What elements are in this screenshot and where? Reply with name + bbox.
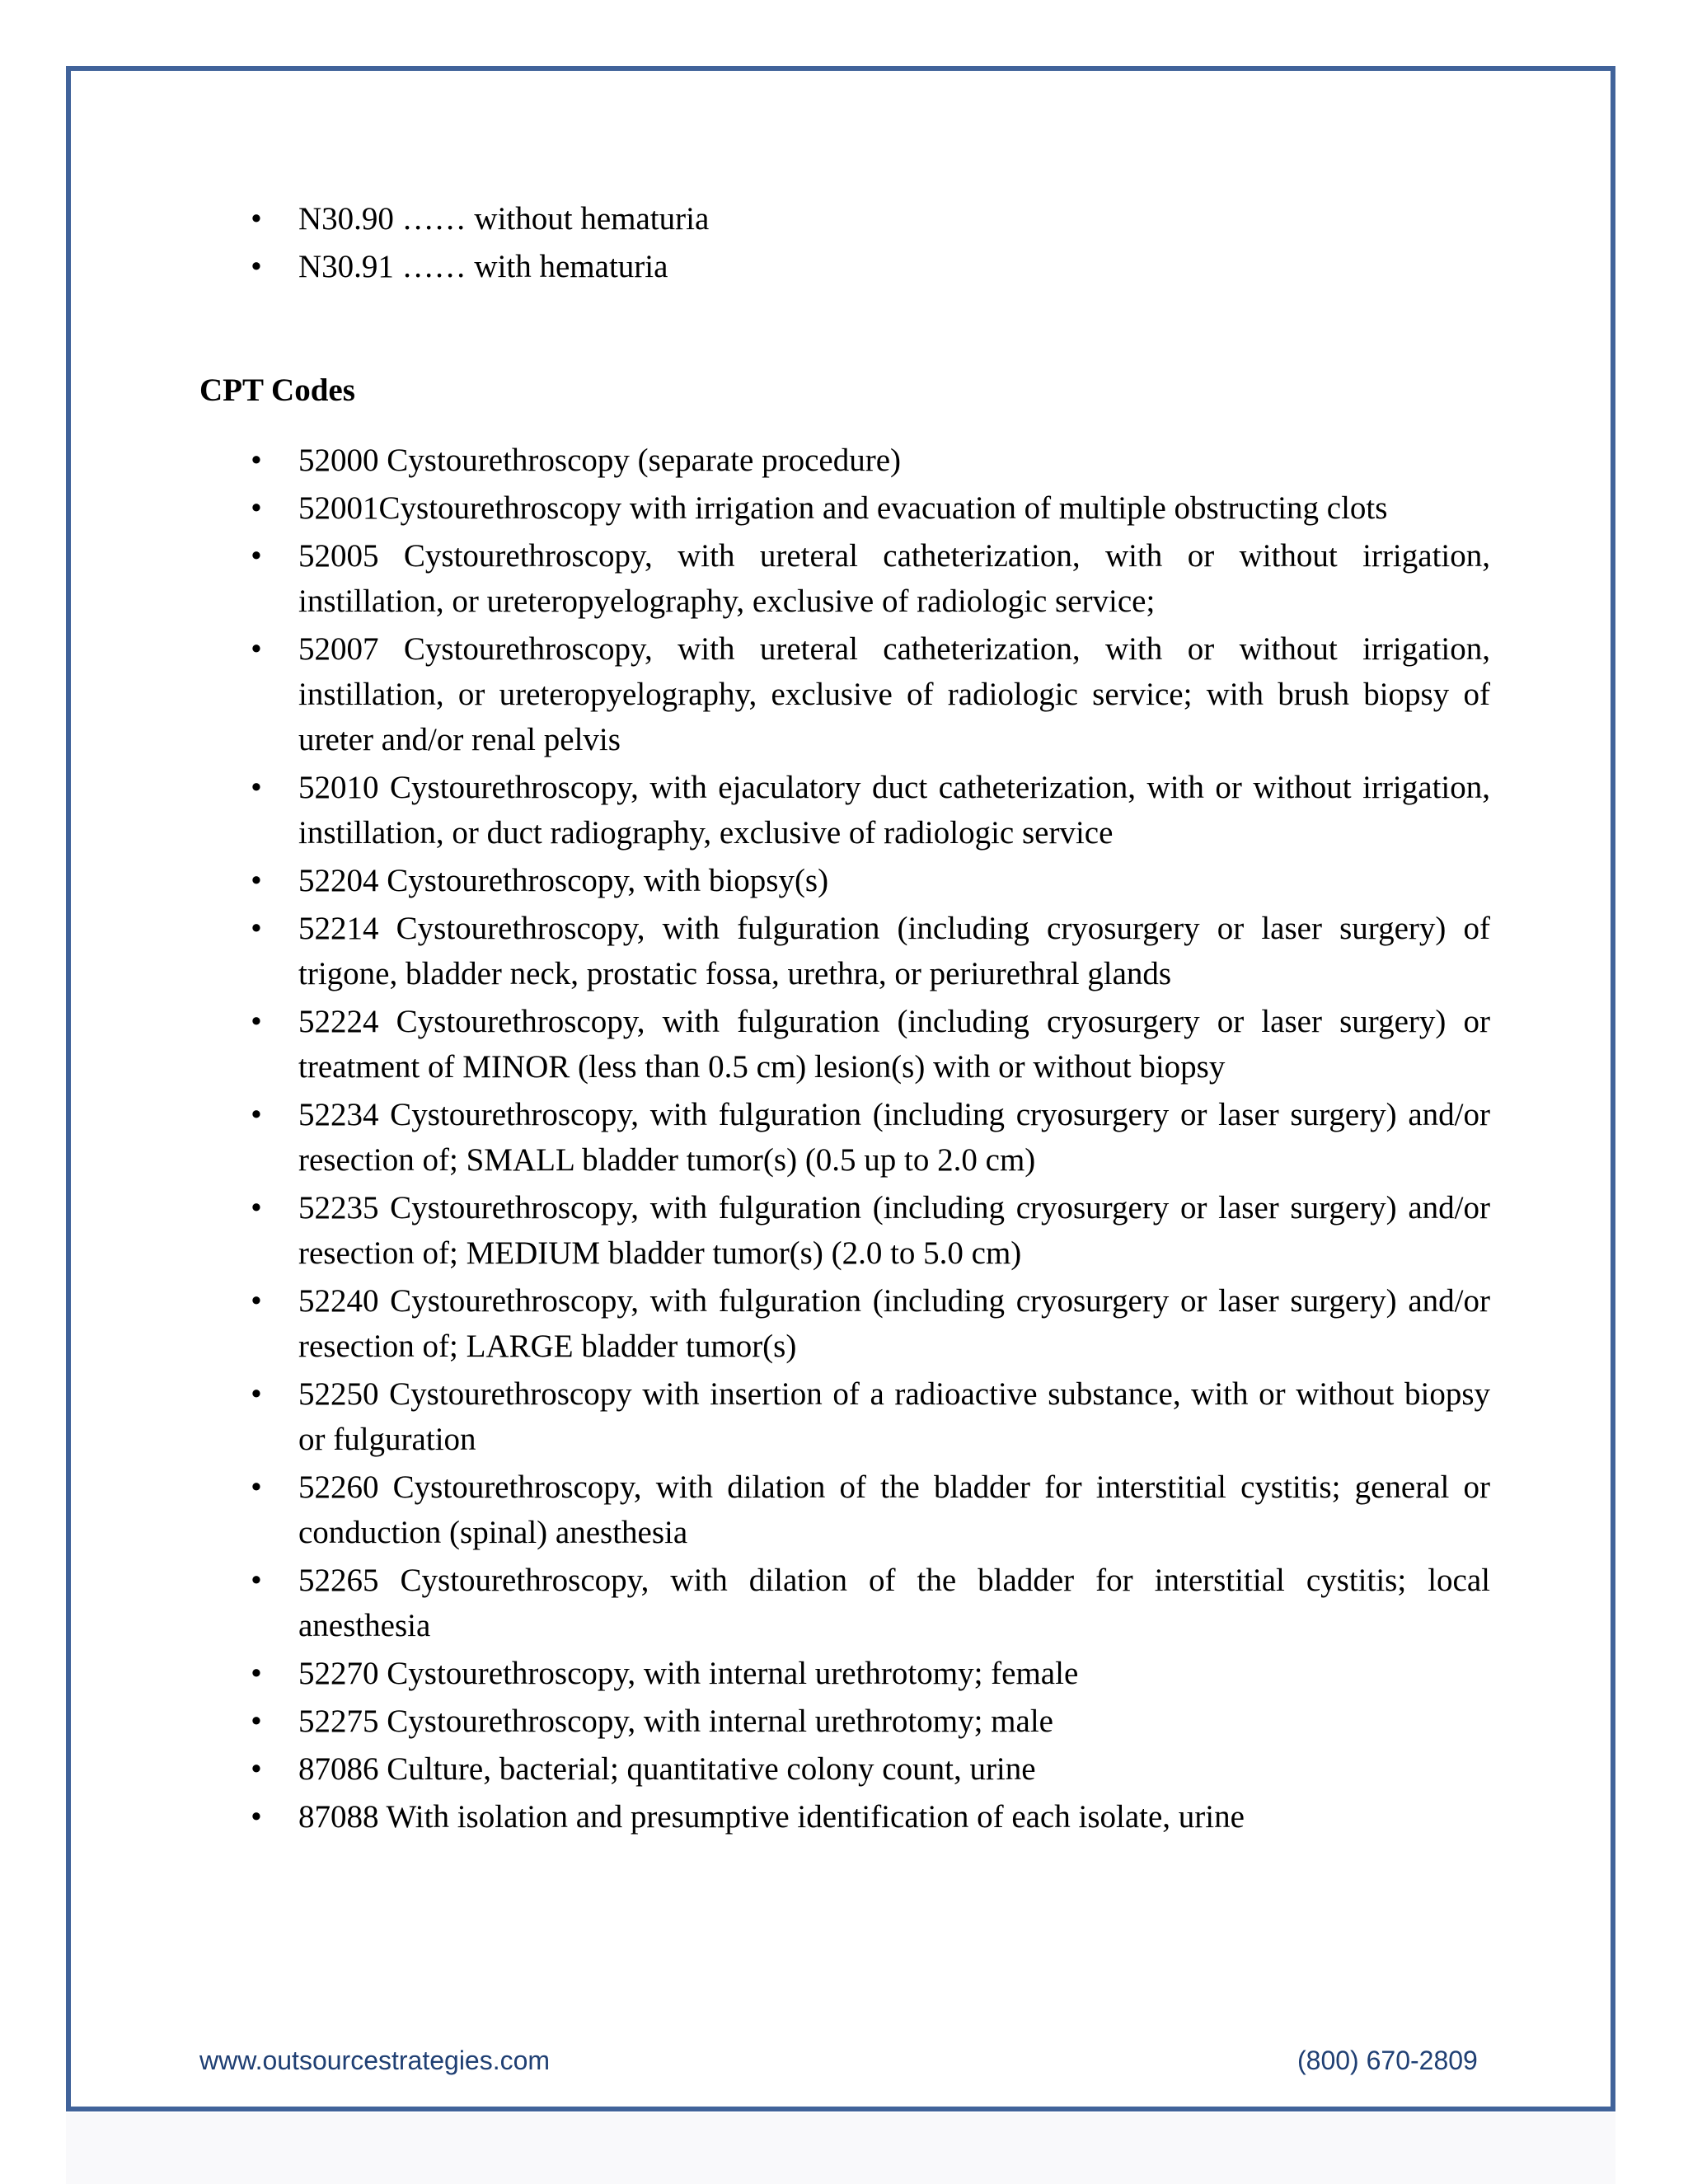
page-bottom-margin [66, 2113, 1615, 2184]
list-item-text: N30.90 …… without hematuria [298, 201, 710, 237]
bullet-icon: • [251, 538, 262, 574]
bullet-icon: • [251, 1190, 262, 1226]
bullet-icon: • [251, 201, 262, 237]
list-item-text: 52275 Cystourethroscopy, with internal urethrotomy; male [298, 1704, 1053, 1739]
list-item-text: 52214 Cystourethroscopy, with fulguration (including cryosurgery or laser surgery) of trigone, bladder neck, prostatic fossa, urethra, or periurethral glands [298, 911, 1490, 991]
bullet-icon: • [251, 1469, 262, 1505]
bullet-icon: • [251, 1799, 262, 1835]
document-content [199, 196, 1490, 1842]
footer-website-link[interactable]: www.outsourcestrategies.com [199, 2046, 551, 2075]
list-item-text: 52250 Cystourethroscopy with insertion of a radioactive substance, with or without biopsy or fulguration [298, 1376, 1490, 1457]
list-item [199, 244, 1490, 289]
list-item [199, 906, 1490, 996]
list-item [199, 438, 1490, 483]
list-item-text: 52260 Cystourethroscopy, with dilation of the bladder for interstitial cystitis; general or conduction (spinal) anesthesia [298, 1469, 1490, 1550]
bullet-icon: • [251, 1656, 262, 1691]
list-item [199, 1371, 1490, 1462]
list-item [199, 1092, 1490, 1183]
list-item [199, 626, 1490, 762]
bullet-icon: • [251, 443, 262, 478]
list-item [199, 1651, 1490, 1696]
list-item [199, 1278, 1490, 1369]
list-item [199, 1465, 1490, 1555]
list-item [199, 1699, 1490, 1744]
bullet-icon: • [251, 1097, 262, 1132]
list-item-text: 52007 Cystourethroscopy, with ureteral catheterization, with or without irrigation, instillation, or ureteropyelography, exclusive of radiologic service; with brush biopsy of ureter and/or renal pelvis [298, 631, 1490, 757]
list-item [199, 999, 1490, 1090]
list-item-text: 52000 Cystourethroscopy (separate procedure) [298, 443, 902, 478]
list-item-text: 52235 Cystourethroscopy, with fulguration (including cryosurgery or laser surgery) and/or resection of; MEDIUM bladder tumor(s) (2.0 to 5.0 cm) [298, 1190, 1490, 1271]
list-item [199, 196, 1490, 241]
footer-phone: (800) 670-2809 [1297, 2046, 1478, 2075]
bullet-icon: • [251, 490, 262, 526]
list-item [199, 765, 1490, 855]
bullet-icon: • [251, 863, 262, 898]
list-item-text: 52270 Cystourethroscopy, with internal urethrotomy; female [298, 1656, 1079, 1691]
list-item-text: 52240 Cystourethroscopy, with fulguration (including cryosurgery or laser surgery) and/or resection of; LARGE bladder tumor(s) [298, 1283, 1490, 1364]
list-item-text: 87088 With isolation and presumptive identification of each isolate, urine [298, 1799, 1245, 1835]
bullet-icon: • [251, 1376, 262, 1412]
list-item [199, 858, 1490, 903]
list-item-text: N30.91 …… with hematuria [298, 249, 668, 284]
bullet-icon: • [251, 770, 262, 805]
list-item [199, 485, 1490, 531]
list-item-text: 87086 Culture, bacterial; quantitative colony count, urine [298, 1751, 1036, 1787]
list-item-text: 52224 Cystourethroscopy, with fulguration (including cryosurgery or laser surgery) or treatment of MINOR (less than 0.5 cm) lesion(s) with or without biopsy [298, 1004, 1490, 1085]
icd-code-list [199, 196, 1490, 289]
bullet-icon: • [251, 1751, 262, 1787]
bullet-icon: • [251, 631, 262, 667]
list-item-text: 52001Cystourethroscopy with irrigation and evacuation of multiple obstructing clots [298, 490, 1388, 526]
cpt-codes-heading: CPT Codes [199, 373, 355, 408]
list-item [199, 1794, 1490, 1840]
list-item [199, 1746, 1490, 1792]
list-item-text: 52234 Cystourethroscopy, with fulguration (including cryosurgery or laser surgery) and/or resection of; SMALL bladder tumor(s) (0.5 up to 2.0 cm) [298, 1097, 1490, 1178]
bullet-icon: • [251, 1704, 262, 1739]
list-item [199, 1558, 1490, 1648]
bullet-icon: • [251, 1004, 262, 1039]
bullet-icon: • [251, 1283, 262, 1319]
list-item-text: 52265 Cystourethroscopy, with dilation of the bladder for interstitial cystitis; local anesthesia [298, 1563, 1490, 1643]
bullet-icon: • [251, 911, 262, 946]
bullet-icon: • [251, 1563, 262, 1598]
list-item-text: 52005 Cystourethroscopy, with ureteral catheterization, with or without irrigation, instillation, or ureteropyelography, exclusive of radiologic service; [298, 538, 1490, 619]
cpt-code-list [199, 438, 1490, 1840]
list-item-text: 52204 Cystourethroscopy, with biopsy(s) [298, 863, 829, 898]
list-item [199, 1185, 1490, 1276]
bullet-icon: • [251, 249, 262, 284]
list-item [199, 533, 1490, 624]
list-item-text: 52010 Cystourethroscopy, with ejaculatory duct catheterization, with or without irrigation, instillation, or duct radiography, exclusive of radiologic service [298, 770, 1490, 851]
